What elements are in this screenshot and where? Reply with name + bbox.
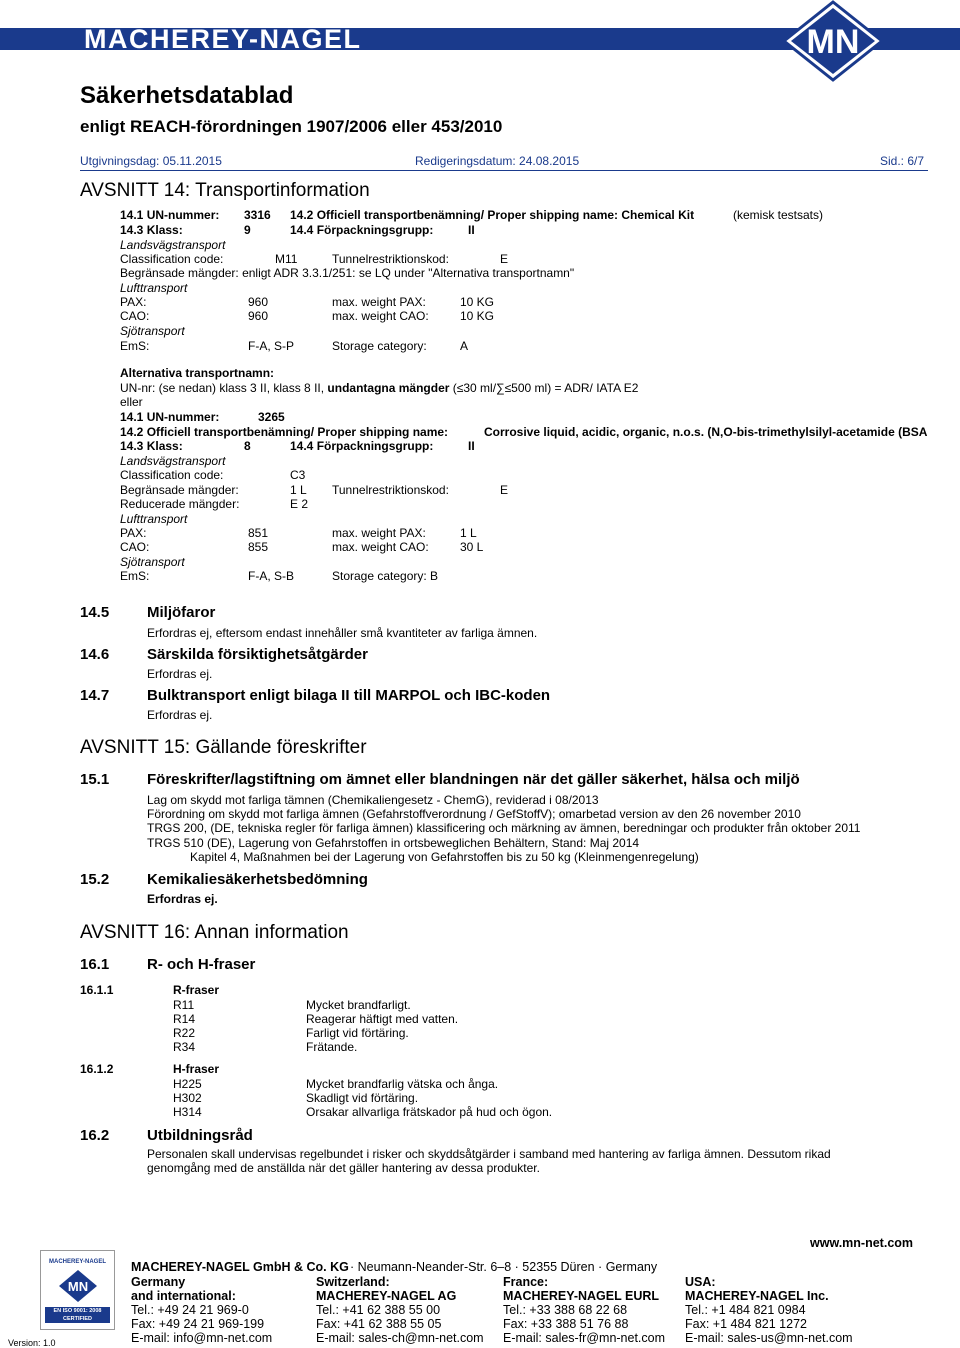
r-phrase-text: Frätande. [306,1040,358,1054]
h-phrase-code: H225 [173,1077,202,1091]
h161-number: 16.1 [80,956,110,973]
h146-title: Särskilda försiktighetsåtgärder [147,646,368,663]
alt-classification-code-value: C3 [290,468,306,482]
section-14-title: AVSNITT 14: Transportinformation [80,180,370,201]
version: Version: 1.0 [8,1338,56,1348]
alt-ems-value: F-A, S-B [248,569,295,583]
h162-number: 16.2 [80,1127,110,1144]
footer-contact-h2: and international: [131,1289,236,1303]
p162-line-2: genomgång med de anställda när det gäller hantering av dessa produkter. [147,1161,540,1175]
alt-reduced-value: E 2 [290,497,309,511]
footer-contact-fax: Fax: +1 484 821 1272 [685,1317,807,1331]
alt-limited-label: Begränsade mängder: [120,483,239,497]
h147-number: 14.7 [80,687,110,704]
footer-contact-tel: Tel.: +49 24 21 969-0 [131,1303,249,1317]
alt-tunnel-code-value: E [500,483,509,497]
shipping-name-note: (kemisk testsats) [733,208,824,222]
badge-iso: EN ISO 9001: 2008 [53,1308,102,1314]
footer-contact-h1: Switzerland: [316,1275,390,1289]
sea-transport-heading: Sjötransport [120,324,185,338]
alt-or: eller [120,395,143,409]
mn-logo [776,0,890,82]
alt-air-heading: Lufttransport [120,512,188,526]
h-phrase-text: Skadligt vid förtäring. [306,1091,419,1105]
alt-line-part-c: (≤30 ml/∑≤500 ml) = ADR/ IATA E2 [452,381,639,395]
alt-class-value: 8 [244,439,251,453]
brand-name: MACHEREY-NAGEL [84,24,362,54]
alt-class-label: 14.3 Klass: [120,439,183,453]
r-phrase-code: R14 [173,1012,196,1026]
tunnel-code-label: Tunnelrestriktionskod: [332,252,449,266]
tunnel-code-value: E [500,252,509,266]
r-phrases-title: R-fraser [173,983,220,997]
footer-contact-fax: Fax: +49 24 21 969-199 [131,1317,265,1331]
footer-contact-email[interactable]: E-mail: sales-ch@mn-net.com [316,1331,484,1345]
packing-group-label: 14.4 Förpackningsgrupp: [290,223,434,237]
footer-contact-h2: MACHEREY-NAGEL Inc. [685,1289,829,1303]
alt-pax-label: PAX: [120,526,147,540]
page-number: Sid.: 6/7 [880,154,925,168]
shipping-name: 14.2 Officiell transportbenämning/ Proper shipping name: Chemical Kit [290,208,695,222]
alt-cao-label: CAO: [120,540,150,554]
footer-contact-tel: Tel.: +33 388 68 22 68 [503,1303,628,1317]
r-phrase-code: R22 [173,1026,196,1040]
footer-contact-h1: USA: [685,1275,716,1289]
cao-weight-label: max. weight CAO: [332,309,429,323]
reg-line-3: TRGS 200, (DE, tekniska regler för farliga ämnen) klassificering och märkning av ämnen, beredningar och produkter från oktober 2011 [147,821,861,835]
reg-line-4: TRGS 510 (DE), Lagerung von Gefahrstoffen in ortsbeweglichen Behältern, Stand: Maj 2014 [147,836,640,850]
road-transport-heading: Landsvägstransport [120,238,226,252]
iso-badge [40,1250,115,1330]
class-label: 14.3 Klass: [120,223,183,237]
footer-contact-h1: France: [503,1275,549,1289]
classification-code-label: Classification code: [120,252,224,266]
footer-contact-email[interactable]: E-mail: info@mn-net.com [131,1331,273,1345]
alt-names-line [120,381,638,395]
document-title: Säkerhetsdatablad [80,82,294,109]
r-phrase-text: Reagerar häftigt med vatten. [306,1012,459,1026]
alt-classification-code-label: Classification code: [120,468,224,482]
footer-contact-h2: MACHEREY-NAGEL EURL [503,1289,660,1303]
alt-line-part-b: undantagna mängder [327,381,450,395]
h162-title: Utbildningsråd [147,1127,253,1144]
h-phrase-code: H302 [173,1091,202,1105]
h-phrase-text: Orsakar allvarliga frätskador på hud och ögon. [306,1105,553,1119]
footer-company: MACHEREY-NAGEL GmbH & Co. KG [131,1260,349,1274]
badge-brand: MACHEREY-NAGEL [48,1259,106,1265]
pax-weight-label: max. weight PAX: [332,295,426,309]
p146: Erfordras ej. [147,667,213,681]
alt-storage-category: Storage category: B [332,569,439,583]
alt-un-value: 3265 [258,410,285,424]
h146-number: 14.6 [80,646,110,663]
pax-label: PAX: [120,295,147,309]
footer-contact-h2: MACHEREY-NAGEL AG [316,1289,457,1303]
alt-packing-group-label: 14.4 Förpackningsgrupp: [290,439,434,453]
h145-title: Miljöfaror [147,604,216,621]
svg-text:MN: MN [67,1279,89,1294]
h152-number: 15.2 [80,871,110,888]
alt-ems-label: EmS: [120,569,150,583]
footer-website[interactable]: www.mn-net.com [810,1236,914,1250]
ems-value: F-A, S-P [248,339,295,353]
r-phrases-number: 16.1.1 [80,983,114,997]
h161-title: R- och H-fraser [147,956,256,973]
alt-sea-heading: Sjötransport [120,555,185,569]
h151-title: Föreskrifter/lagstiftning om ämnet eller blandningen när det gäller säkerhet, hälsa och miljö [147,771,800,788]
footer-contact-email[interactable]: E-mail: sales-fr@mn-net.com [503,1331,666,1345]
section-16-title: AVSNITT 16: Annan information [80,922,349,943]
h147-title: Bulktransport enligt bilaga II till MARPOL och IBC-koden [147,687,551,704]
footer-contact-fax: Fax: +41 62 388 55 05 [316,1317,442,1331]
document-subtitle: enligt REACH-förordningen 1907/2006 eller 453/2010 [80,117,503,136]
h-phrases-title: H-fraser [173,1062,220,1076]
h-phrase-code: H314 [173,1105,202,1119]
alt-cao-weight-label: max. weight CAO: [332,540,429,554]
p147: Erfordras ej. [147,708,213,722]
alt-names-heading: Alternativa transportnamn: [120,366,275,380]
p145: Erfordras ej, eftersom endast innehåller små kvantiteter av farliga ämnen. [147,626,538,640]
p152: Erfordras ej. [147,892,218,906]
footer-contact-fax: Fax: +33 388 51 76 88 [503,1317,629,1331]
footer-contact-tel: Tel.: +41 62 388 55 00 [316,1303,441,1317]
alt-line-part-a: UN-nr: (se nedan) klass 3 II, klass 8 II, [120,381,325,395]
footer-contact-email[interactable]: E-mail: sales-us@mn-net.com [685,1331,853,1345]
r-phrase-text: Mycket brandfarligt. [306,998,411,1012]
alt-un-label: 14.1 UN-nummer: [120,410,220,424]
alt-pax-weight-value: 1 L [460,526,477,540]
r-phrase-code: R11 [173,998,195,1012]
cao-value: 960 [248,309,269,323]
alt-limited-value: 1 L [290,483,307,497]
alt-psn-label: 14.2 Officiell transportbenämning/ Proper shipping name: [120,425,449,439]
footer-contact-h1: Germany [131,1275,186,1289]
un-number-value: 3316 [244,208,271,222]
limited-quantities: Begränsade mängder: enligt ADR 3.3.1/251: se LQ under "Alternativa transportnamn" [120,266,575,280]
r-phrase-code: R34 [173,1040,196,1054]
h151-number: 15.1 [80,771,110,788]
alt-tunnel-code-label: Tunnelrestriktionskod: [332,483,449,497]
h152-title: Kemikaliesäkerhetsbedömning [147,871,368,888]
classification-code-value: M11 [275,252,298,266]
h145-number: 14.5 [80,604,110,621]
header-rule [80,170,928,171]
alt-pax-weight-label: max. weight PAX: [332,526,426,540]
un-number-label: 14.1 UN-nummer: [120,208,220,222]
section-15-title: AVSNITT 15: Gällande föreskrifter [80,737,367,758]
alt-pax-value: 851 [248,526,269,540]
badge-certified: CERTIFIED [62,1316,93,1322]
alt-psn-value: Corrosive liquid, acidic, organic, n.o.s. (N,O-bis-trimethylsilyl-acetamide (BSA [484,425,928,439]
reg-line-1: Lag om skydd mot farliga tämnen (Chemikaliengesetz - ChemG), reviderad i 08/2013 [147,793,599,807]
class-value: 9 [244,223,251,237]
alt-cao-value: 855 [248,540,269,554]
pax-value: 960 [248,295,269,309]
storage-category-label: Storage category: [332,339,427,353]
packing-group-value: II [468,223,475,237]
pax-weight-value: 10 KG [460,295,495,309]
alt-road-heading: Landsvägstransport [120,454,226,468]
air-transport-heading: Lufttransport [120,281,188,295]
logo-text: MN [806,23,860,61]
footer-contact-tel: Tel.: +1 484 821 0984 [685,1303,806,1317]
h-phrases-number: 16.1.2 [80,1062,114,1076]
storage-category-value: A [460,339,469,353]
reg-line-2: Förordning om skydd mot farliga ämnen (Gefahrstoffverordnung / GefStoffV); omarbetad version av den 26 november 2010 [147,807,801,821]
reg-line-5: Kapitel 4, Maßnahmen bei der Lagerung von Gefahrstoffen bis zu 50 kg (Kleinmengenregelung) [190,850,699,864]
h-phrase-text: Mycket brandfarlig vätska och ånga. [306,1077,499,1091]
cao-weight-value: 10 KG [460,309,495,323]
alt-reduced-label: Reducerade mängder: [120,497,240,511]
alt-cao-weight-value: 30 L [460,540,484,554]
footer-address: · Neumann-Neander-Str. 6–8 · 52355 Düren · Germany [350,1260,658,1274]
alt-packing-group-value: II [468,439,475,453]
issue-date: Utgivningsdag: 05.11.2015 [80,154,222,168]
ems-label: EmS: [120,339,150,353]
cao-label: CAO: [120,309,150,323]
p162-line-1: Personalen skall undervisas regelbundet i risker och skyddsåtgärder i samband med hantering av farliga ämnen. Dessutom rikad [147,1147,831,1161]
revision-date: Redigeringsdatum: 24.08.2015 [415,154,580,168]
badge-logo-icon [57,1269,99,1303]
r-phrase-text: Farligt vid förtäring. [306,1026,409,1040]
